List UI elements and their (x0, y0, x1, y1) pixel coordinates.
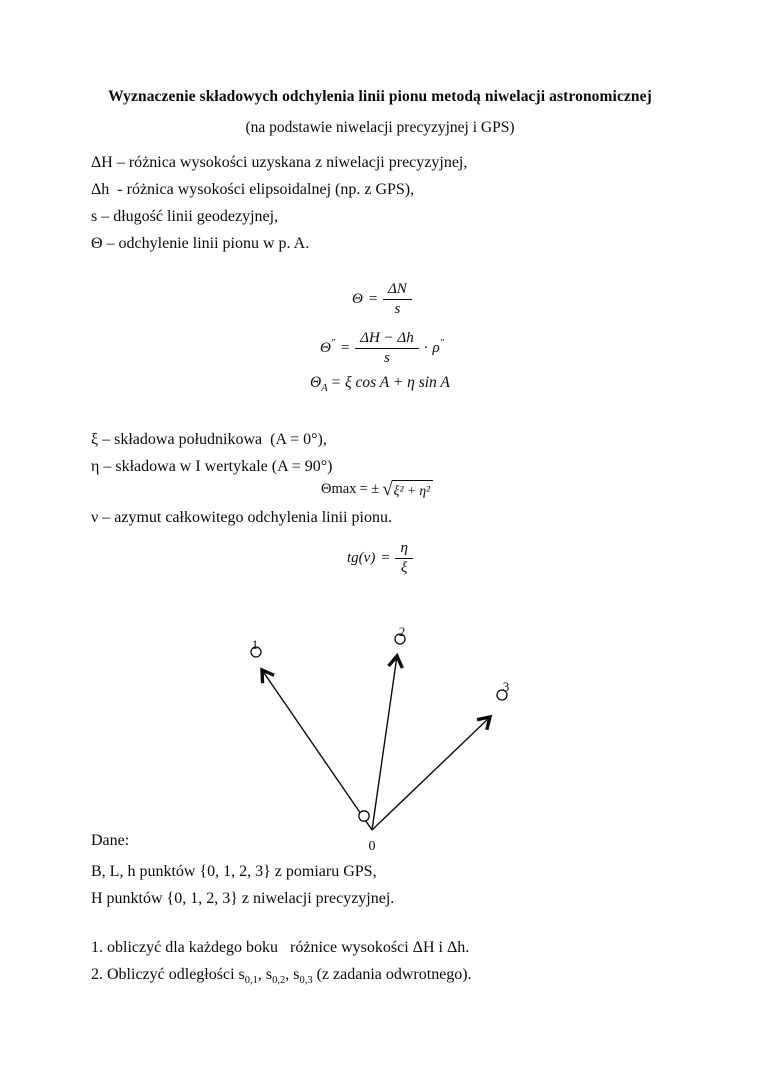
equals-sign: = (367, 291, 378, 308)
definition-line: s – długość linii geodezyjnej, (91, 208, 279, 225)
definition-line: Δh - różnica wysokości elipsoidalnej (np. z GPS), (91, 181, 415, 198)
tasks-block (91, 934, 472, 988)
fraction-numerator: ΔH − Δh (355, 330, 419, 349)
page-title: Wyznaczenie składowych odchylenia linii pionu metodą niwelacji astronomicznej (108, 88, 652, 105)
double-prime: ″ (330, 338, 336, 350)
point-1-label: 1 (251, 637, 259, 652)
definition-line: Θ – odchylenie linii pionu w p. A. (91, 235, 310, 252)
task-2-text: (z zadania odwrotnego). (312, 966, 472, 983)
point-3-label: 3 (502, 679, 510, 694)
arrow-to-point-3 (372, 717, 490, 830)
s-subscript: 0,3 (299, 975, 313, 987)
task-2-text: , s (257, 966, 273, 983)
component-note: ξ – składowa południkowa (A = 0°), (91, 431, 327, 448)
formula-lhs: Θ (352, 291, 363, 308)
multiplication-dot: · (423, 340, 428, 357)
radical (382, 480, 433, 499)
data-line: B, L, h punktów {0, 1, 2, 3} z pomiaru GPS, (91, 863, 377, 880)
formula-lhs (320, 340, 335, 357)
equals-plus-minus: = ± (359, 481, 380, 497)
azimuth-note: ν – azymut całkowitego odchylenia linii pionu. (91, 509, 392, 526)
equals-sign: = (340, 340, 351, 357)
task-2-text: 2. Obliczyć odległości s (91, 966, 245, 983)
fraction-denominator: s (384, 350, 390, 367)
arrow-to-point-2 (372, 656, 397, 830)
theta-symbol: Θ (320, 340, 331, 357)
equals-sign: = (380, 550, 391, 567)
data-line: H punktów {0, 1, 2, 3} z niwelacji precyzyjnej. (91, 890, 395, 907)
fraction (383, 281, 412, 319)
task-item-1: 1. obliczyć dla każdego boku różnice wysokości ΔH i Δh. (91, 939, 470, 956)
component-notes-block (91, 426, 333, 480)
data-heading: Dane: (91, 832, 130, 849)
fraction-numerator: ΔN (383, 281, 412, 300)
definition-line: ΔH – różnica wysokości uzyskana z niwelacji precyzyjnej, (91, 154, 468, 171)
origin-point-circle (359, 811, 369, 821)
page-subtitle: (na podstawie niwelacji precyzyjnej i GPS) (245, 119, 515, 136)
rho-symbol: ρ (432, 340, 440, 357)
formula-lhs: Θmax (321, 481, 357, 497)
formula-lhs: tg(ν) (347, 550, 376, 567)
fraction-numerator: η (395, 540, 412, 559)
origin-label: 0 (368, 839, 376, 854)
double-prime: ″ (439, 338, 444, 350)
task-2-text: , s (285, 966, 300, 983)
definitions-block (91, 149, 467, 257)
radical-sign: √ (382, 479, 393, 500)
subscript-a: A (321, 383, 328, 395)
component-note: η – składowa w I wertykale (A = 90°) (91, 458, 333, 475)
fraction (355, 330, 419, 368)
formula-rhs: = ξ cos A + η sin A (330, 374, 450, 391)
s-subscript: 0,1 (244, 975, 258, 987)
formula-theta-a (310, 374, 450, 395)
rho-term (432, 340, 443, 357)
fraction-denominator: ξ (400, 560, 408, 577)
formula-theta-max (321, 480, 433, 499)
radicand: ξ² + η² (392, 480, 433, 499)
formula-theta-seconds (320, 330, 444, 368)
point-2-label: 2 (398, 624, 406, 639)
fraction (395, 540, 412, 578)
theta-symbol: Θ (310, 374, 322, 391)
formula-tg-nu (347, 540, 413, 578)
vector-diagram (230, 612, 530, 857)
task-item-2 (91, 961, 472, 988)
s-subscript: 0,2 (272, 975, 286, 987)
formula-theta-over-s (352, 281, 412, 319)
data-lines-block (91, 858, 394, 912)
arrow-to-point-1 (262, 670, 372, 830)
formula-lhs (310, 374, 328, 395)
fraction-denominator: s (394, 301, 401, 318)
